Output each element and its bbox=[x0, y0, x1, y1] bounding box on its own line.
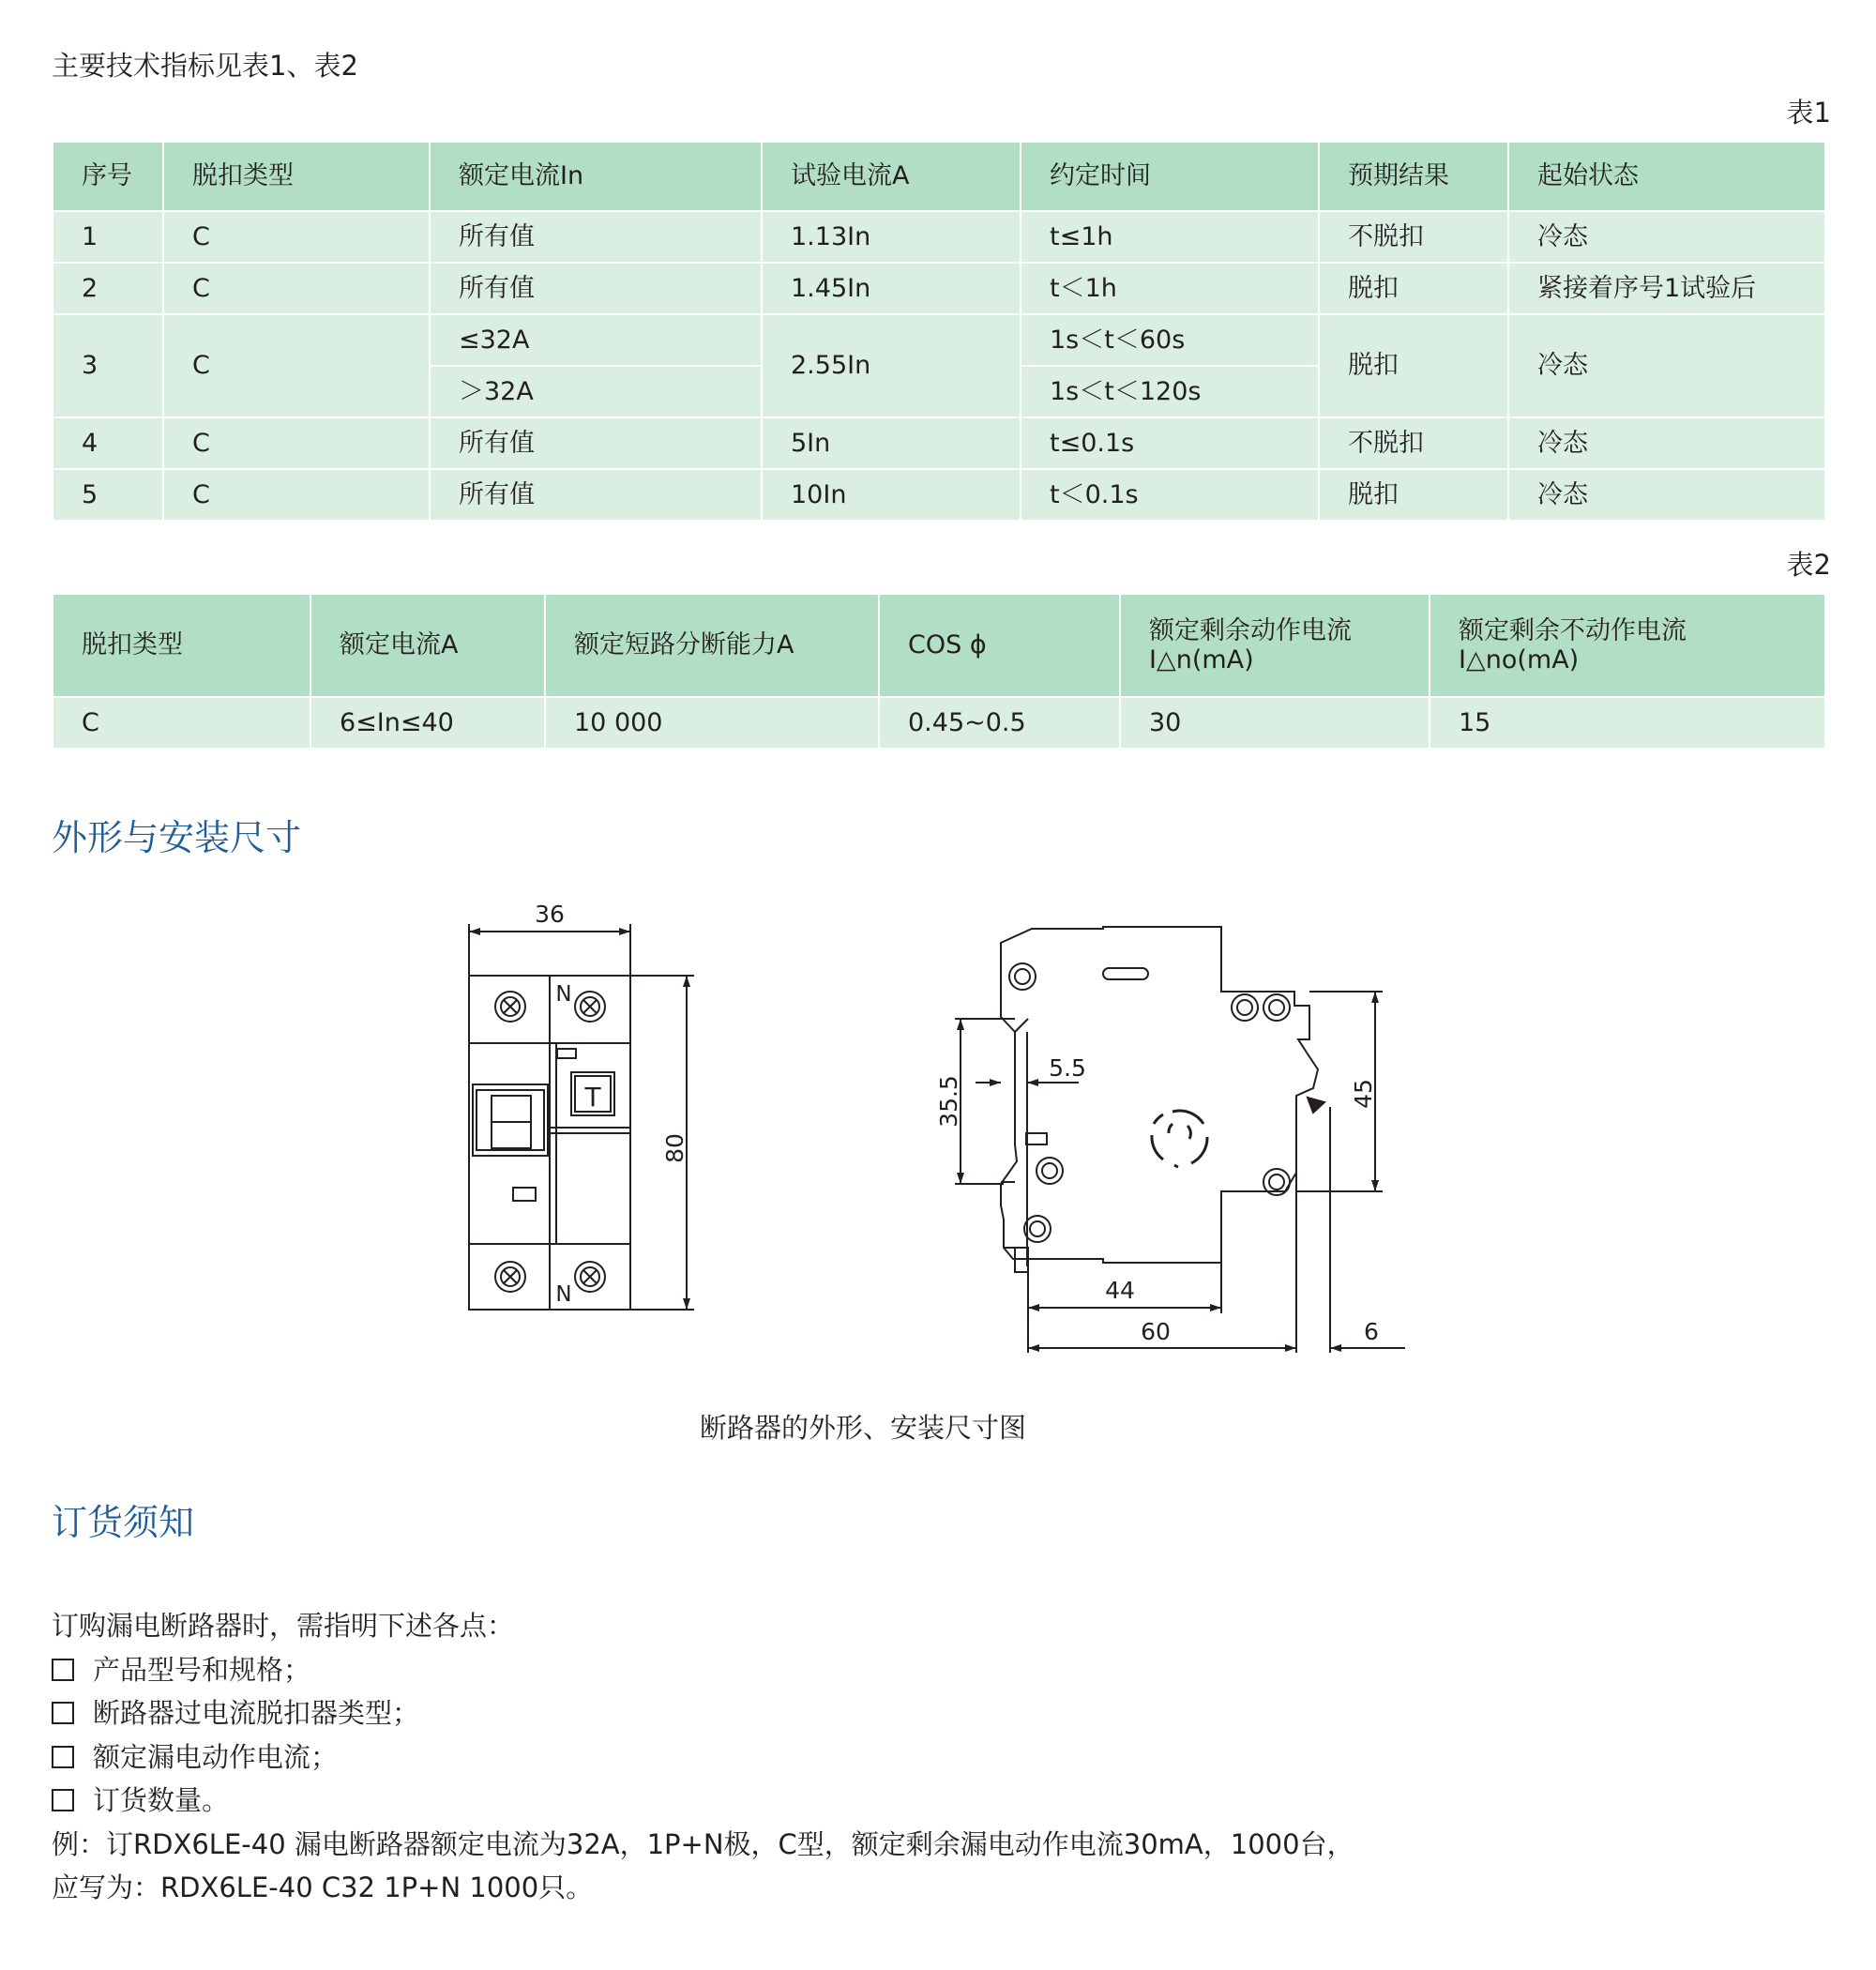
drawing-caption: 断路器的外形、安装尺寸图 bbox=[699, 1412, 1026, 1444]
table-cell: 4 bbox=[53, 417, 163, 469]
checkbox-icon bbox=[52, 1789, 74, 1811]
table-cell: 1.45In bbox=[762, 263, 1021, 314]
table2-header-line: 额定剩余动作电流 bbox=[1149, 615, 1352, 645]
list-item-text: 额定漏电动作电流； bbox=[93, 1740, 339, 1773]
list-item-text: 断路器过电流脱扣器类型； bbox=[93, 1697, 420, 1729]
table-cell: 所有值 bbox=[430, 469, 762, 521]
dim-rail-height: 35.5 bbox=[935, 1075, 962, 1128]
dim-depth-front: 44 bbox=[1105, 1277, 1135, 1304]
table-cell: 2.55In bbox=[762, 314, 1021, 417]
order-example: 例：订RDX6LE-40 漏电断路器额定电流为32A，1P+N极，C型，额定剩余漏电动作电流30mA，1000台， bbox=[52, 1827, 1354, 1860]
table-cell: C bbox=[163, 469, 430, 521]
order-notes bbox=[52, 1604, 1354, 1910]
table-cell: 冷态 bbox=[1508, 469, 1825, 521]
table-cell: 所有值 bbox=[430, 211, 762, 263]
list-item-text: 订货数量。 bbox=[93, 1784, 230, 1816]
table-cell: 脱扣 bbox=[1319, 469, 1508, 521]
table-cell: t≤0.1s bbox=[1021, 417, 1319, 469]
table-cell: t≤1h bbox=[1021, 211, 1319, 263]
table1-header: 试验电流A bbox=[762, 142, 1021, 211]
table-cell: C bbox=[53, 697, 310, 749]
table1-header: 起始状态 bbox=[1508, 142, 1825, 211]
table-cell: t＜0.1s bbox=[1021, 469, 1319, 521]
table-cell: 15 bbox=[1430, 697, 1825, 749]
table-cell: 10In bbox=[762, 469, 1021, 521]
table-cell: 所有值 bbox=[430, 263, 762, 314]
table2-header: 额定电流A bbox=[310, 594, 545, 697]
list-item bbox=[52, 1691, 1354, 1735]
table-cell: C bbox=[163, 314, 430, 417]
table1-label: 表1 bbox=[1786, 97, 1831, 129]
table2-header-line: 额定剩余不动作电流 bbox=[1459, 615, 1687, 645]
list-item bbox=[52, 1735, 1354, 1780]
table-row bbox=[53, 211, 1825, 263]
table2-header: COS ϕ bbox=[879, 594, 1120, 697]
table-cell: 1s＜t＜120s bbox=[1021, 366, 1319, 417]
checkbox-icon bbox=[52, 1702, 74, 1724]
table-cell: 2 bbox=[53, 263, 163, 314]
table1-header-row bbox=[53, 142, 1825, 211]
table1-header: 序号 bbox=[53, 142, 163, 211]
table-cell: 脱扣 bbox=[1319, 263, 1508, 314]
test-button-label: T bbox=[584, 1082, 601, 1113]
order-lead: 订购漏电断路器时，需指明下述各点： bbox=[52, 1610, 515, 1642]
table-cell: 冷态 bbox=[1508, 211, 1825, 263]
table-cell: 不脱扣 bbox=[1319, 211, 1508, 263]
table-cell: 1s＜t＜60s bbox=[1021, 314, 1319, 366]
table-cell: 6≤In≤40 bbox=[310, 697, 545, 749]
checkbox-icon bbox=[52, 1746, 74, 1768]
table-cell: 紧接着序号1试验后 bbox=[1508, 263, 1825, 314]
side-view bbox=[935, 927, 1405, 1353]
table-cell: 0.45~0.5 bbox=[879, 697, 1120, 749]
table-row bbox=[53, 697, 1825, 749]
list-item bbox=[52, 1648, 1354, 1692]
table-cell: 3 bbox=[53, 314, 163, 417]
section-title-order: 订货须知 bbox=[52, 1502, 195, 1543]
table2 bbox=[52, 593, 1826, 750]
table2-header bbox=[1430, 594, 1825, 697]
table-row bbox=[53, 417, 1825, 469]
table-cell: C bbox=[163, 211, 430, 263]
table-cell: 30 bbox=[1120, 697, 1430, 749]
dim-front-height: 45 bbox=[1350, 1079, 1377, 1109]
table-cell: 冷态 bbox=[1508, 314, 1825, 417]
table-cell: 不脱扣 bbox=[1319, 417, 1508, 469]
list-item bbox=[52, 1779, 1354, 1823]
list-item-text: 产品型号和规格； bbox=[93, 1653, 311, 1686]
table-cell: 脱扣 bbox=[1319, 314, 1508, 417]
table1-header: 预期结果 bbox=[1319, 142, 1508, 211]
checkbox-icon bbox=[52, 1659, 74, 1681]
table1-header: 约定时间 bbox=[1021, 142, 1319, 211]
front-view bbox=[469, 901, 694, 1310]
dim-offset: 5.5 bbox=[1049, 1054, 1086, 1082]
table2-header: 脱扣类型 bbox=[53, 594, 310, 697]
table2-header-line: I△n(mA) bbox=[1149, 645, 1254, 674]
table-row bbox=[53, 314, 1825, 366]
neutral-label: N bbox=[555, 982, 572, 1007]
table-cell: C bbox=[163, 417, 430, 469]
table2-header-line: I△no(mA) bbox=[1459, 645, 1580, 674]
table-cell: ≤32A bbox=[430, 314, 762, 366]
table1-header: 脱扣类型 bbox=[163, 142, 430, 211]
dim-clip: 6 bbox=[1364, 1318, 1379, 1345]
intro-text: 主要技术指标见表1、表2 bbox=[52, 50, 358, 82]
dim-width: 36 bbox=[535, 901, 565, 928]
table-cell: 冷态 bbox=[1508, 417, 1825, 469]
table1-header: 额定电流In bbox=[430, 142, 762, 211]
table-cell: 5 bbox=[53, 469, 163, 521]
order-example: 应写为：RDX6LE-40 C32 1P+N 1000只。 bbox=[52, 1872, 594, 1903]
table2-header bbox=[1120, 594, 1430, 697]
dimension-drawing bbox=[0, 901, 1876, 1370]
dim-total-depth: 60 bbox=[1141, 1318, 1171, 1345]
table2-header-row bbox=[53, 594, 1825, 697]
table-row bbox=[53, 469, 1825, 521]
table-cell: 5In bbox=[762, 417, 1021, 469]
table-cell: 1 bbox=[53, 211, 163, 263]
section-title-dimensions: 外形与安装尺寸 bbox=[52, 817, 302, 858]
table-cell: ＞32A bbox=[430, 366, 762, 417]
table-cell: 所有值 bbox=[430, 417, 762, 469]
dim-height: 80 bbox=[661, 1133, 688, 1163]
table-row bbox=[53, 263, 1825, 314]
table-cell: C bbox=[163, 263, 430, 314]
table1 bbox=[52, 141, 1826, 522]
table2-label: 表2 bbox=[1786, 549, 1831, 581]
table-cell: 1.13In bbox=[762, 211, 1021, 263]
table2-header: 额定短路分断能力A bbox=[545, 594, 879, 697]
neutral-label: N bbox=[555, 1282, 572, 1307]
table-cell: t＜1h bbox=[1021, 263, 1319, 314]
table-cell: 10 000 bbox=[545, 697, 879, 749]
